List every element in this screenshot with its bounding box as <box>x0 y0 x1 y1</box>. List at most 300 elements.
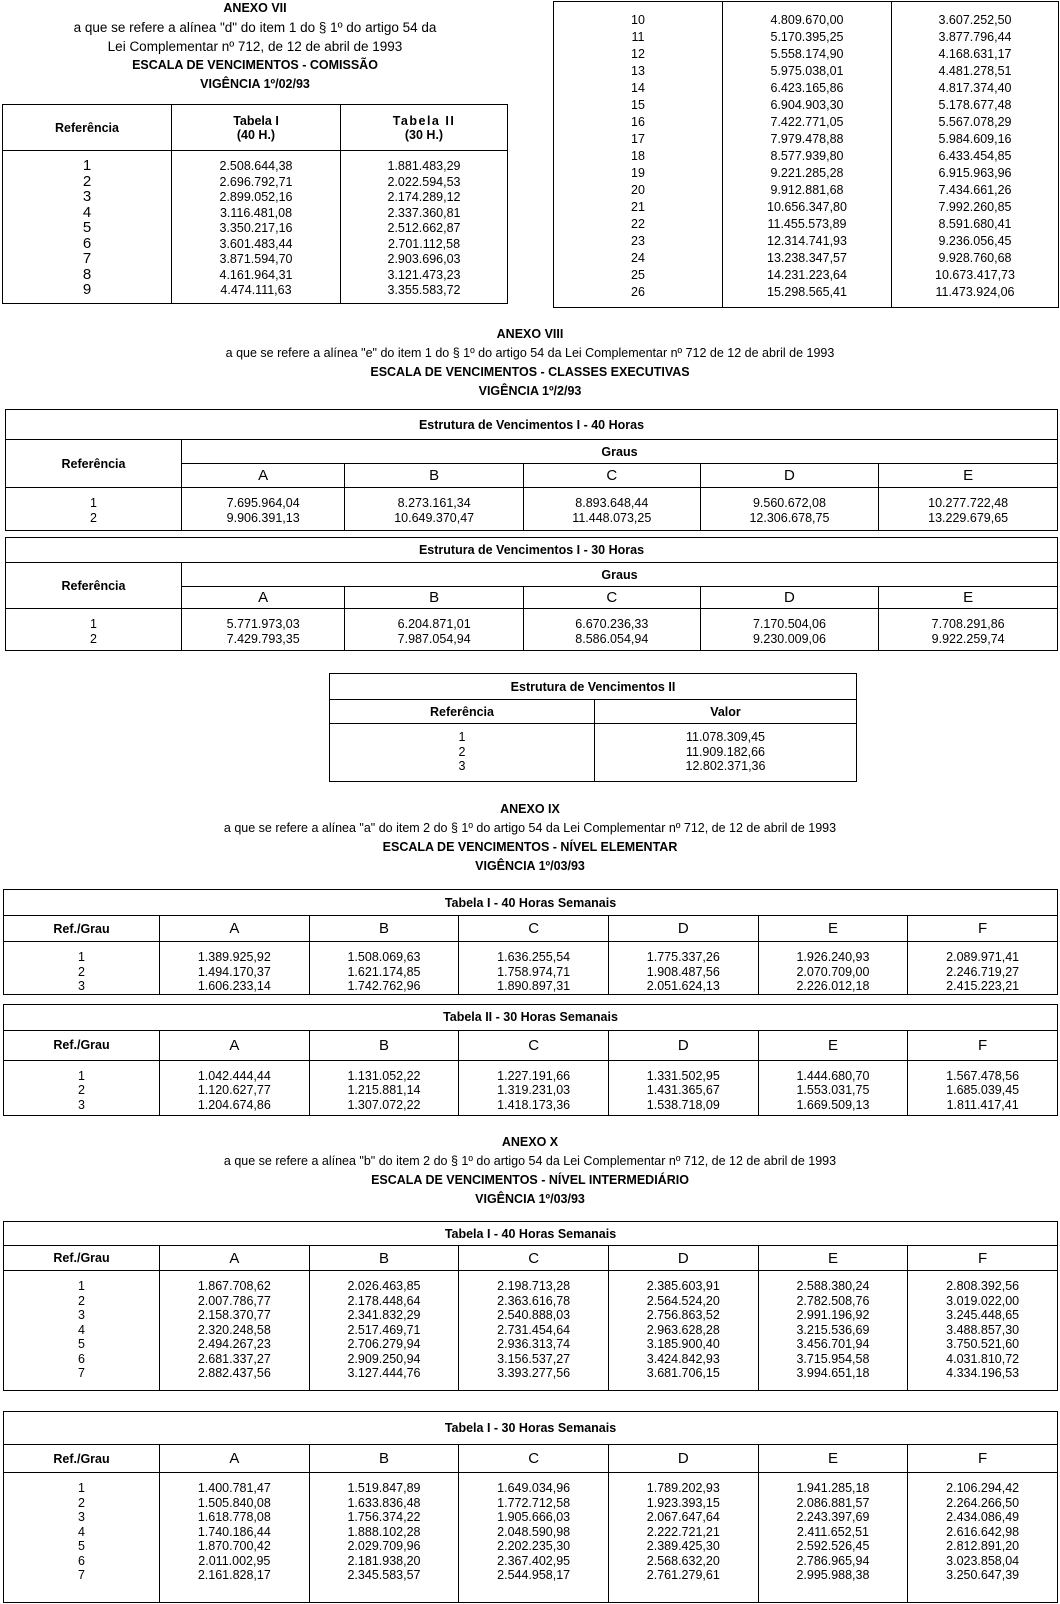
value-2: 1.923.393,15 <box>646 1495 720 1510</box>
value-3: 2.991.196,92 <box>796 1308 870 1322</box>
anexo7-right-t2-item-3: 4.168.631,17 <box>938 47 1012 61</box>
anexo10-t30-header-row <box>4 1445 1058 1473</box>
ref-3: 3 <box>78 1308 85 1322</box>
anexo8-t30-values-row-col-b <box>345 609 524 651</box>
value-2: 1.772.712,58 <box>497 1495 571 1510</box>
value-2: 2.782.508,76 <box>796 1293 870 1308</box>
anexo7-right-refs-item-3: 12 <box>631 47 645 61</box>
value-2: 2.178.448,64 <box>347 1293 421 1308</box>
grau-c-header: C <box>459 1246 609 1271</box>
value-1: 6.204.871,01 <box>397 617 471 631</box>
grau-c-header: C <box>524 464 701 488</box>
anexo9-t40-values-row-col-a <box>160 942 310 995</box>
anexo10-vigencia: VIGÊNCIA 1º/03/93 <box>475 1192 585 1206</box>
grau-b-header: B <box>309 1445 459 1473</box>
ref-3: 3 <box>78 1510 85 1524</box>
anexo7-right-t2-item-2: 3.877.796,44 <box>938 30 1012 44</box>
anexo8-t30-graus: Graus <box>182 563 1058 587</box>
value-2: 1.431.365,67 <box>646 1083 720 1097</box>
value-2: 1.621.174,85 <box>347 964 421 979</box>
value-1: 1.636.255,54 <box>497 950 571 964</box>
value-1: 9.560.672,08 <box>752 496 826 510</box>
value-6: 3.715.954,58 <box>796 1351 870 1366</box>
anexo7-left-t1 <box>172 151 341 304</box>
grau-f-header: F <box>908 1445 1058 1473</box>
value-1: 1.519.847,89 <box>347 1481 421 1495</box>
anexo9-t30-values-row-col-b <box>309 1060 459 1115</box>
value-1: 1.567.478,56 <box>946 1068 1020 1083</box>
anexo8-vigencia: VIGÊNCIA 1º/2/93 <box>478 384 582 398</box>
value-7: 2.882.437,56 <box>197 1366 271 1380</box>
grau-b-header: B <box>345 587 524 609</box>
anexo7-right-t2-item-4: 4.481.278,51 <box>938 64 1012 78</box>
value-7: 2.345.583,57 <box>347 1568 421 1582</box>
ref-2: 2 <box>78 1083 85 1097</box>
value-4: 2.411.652,51 <box>796 1524 869 1539</box>
anexo7-left-refs <box>3 151 172 304</box>
value-1: 1.444.680,70 <box>796 1068 870 1083</box>
value-1: 6.670.236,33 <box>575 617 649 631</box>
value-2: 9.230.009,06 <box>752 631 826 646</box>
anexo10-t30-values-row <box>4 1473 1058 1603</box>
anexo8-t2-title: Estrutura de Vencimentos II <box>330 674 857 700</box>
anexo7-left-t1-item-3: 2.899.052,16 <box>219 190 293 204</box>
value-3: 2.051.624,13 <box>646 979 720 993</box>
value-7: 2.161.828,17 <box>197 1568 271 1582</box>
value-5: 3.750.521,60 <box>946 1337 1020 1351</box>
grau-a-header: A <box>160 916 310 942</box>
anexo8-t30-referencia: Referência <box>6 563 182 609</box>
anexo7-right-refs-item-14: 23 <box>631 234 645 248</box>
ref-1: 1 <box>78 1481 85 1495</box>
anexo8-t30-values-row-col-c <box>524 609 701 651</box>
anexo7-left-refs-item-6: 6 <box>82 234 92 252</box>
anexo9-t40-title: Tabela I - 40 Horas Semanais <box>4 890 1058 916</box>
anexo9-vigencia: VIGÊNCIA 1º/03/93 <box>475 859 585 873</box>
anexo7-left-refs-item-2: 2 <box>82 172 92 190</box>
anexo8-t40-values-row <box>6 488 1058 531</box>
anexo7-right-refs-item-5: 14 <box>631 81 645 95</box>
value-4: 2.222.721,21 <box>646 1524 720 1539</box>
value-2: 7.429.793,35 <box>226 631 300 646</box>
anexo7-right-refs-item-10: 19 <box>631 166 645 180</box>
grau-c-header: C <box>459 1030 609 1060</box>
anexo9-t40-values-row-refs <box>4 942 160 995</box>
anexo7-right-t1-item-2: 5.170.395,25 <box>770 30 844 44</box>
ref-2: 2 <box>78 1293 85 1308</box>
anexo7-left-t1-item-6: 3.601.483,44 <box>219 236 293 251</box>
anexo7-right-t1-item-6: 6.904.903,30 <box>770 98 844 112</box>
value-6: 2.786.965,94 <box>796 1553 870 1568</box>
value-6: 2.681.337,27 <box>197 1351 271 1366</box>
ref-1: 1 <box>90 617 97 631</box>
anexo10-t30-values-row-col-c <box>459 1473 609 1603</box>
anexo10-t40-values-row-col-a <box>160 1271 310 1391</box>
value-3: 2.243.397,69 <box>796 1510 870 1524</box>
value-5: 3.456.701,94 <box>796 1337 870 1351</box>
col-header-tabela-i-hours: (40 H.) <box>236 127 276 142</box>
value-2: 2.564.524,20 <box>646 1293 720 1308</box>
anexo10-t40-values-row-col-f <box>908 1271 1058 1391</box>
anexo7-title: ANEXO VII <box>223 1 287 15</box>
ref-2: 2 <box>78 964 85 979</box>
grau-d-header: D <box>700 587 879 609</box>
ref-2: 2 <box>90 510 97 525</box>
ref-6: 6 <box>78 1553 85 1568</box>
value-1: 7.170.504,06 <box>752 617 826 631</box>
anexo8-t40-values-row-col-b <box>345 488 524 531</box>
anexo7-left-t2-item-5: 2.512.662,87 <box>387 221 461 235</box>
anexo7-left-t1-item-4: 3.116.481,08 <box>219 205 293 220</box>
grau-a-header: A <box>160 1445 310 1473</box>
value-6: 2.011.002,95 <box>198 1553 271 1568</box>
value-2: 1.505.840,08 <box>197 1495 271 1510</box>
value-2: 2.363.616,78 <box>497 1293 571 1308</box>
anexo7-right-t1-item-16: 14.231.223,64 <box>767 268 847 282</box>
anexo9-t40-values-row-col-f <box>908 942 1058 995</box>
value-6: 3.023.858,04 <box>946 1553 1020 1568</box>
value-6: 2.568.632,20 <box>646 1553 720 1568</box>
value-2: 8.586.054,94 <box>575 631 649 646</box>
value-2: 13.229.679,65 <box>928 510 1009 525</box>
anexo10-t30-values-row-col-d <box>608 1473 758 1603</box>
value-2: 1.633.836,48 <box>347 1495 421 1510</box>
anexo8-t40-title: Estrutura de Vencimentos I - 40 Horas <box>6 410 1058 440</box>
anexo7-left-t1-item-9: 4.474.111,63 <box>220 283 292 297</box>
value-3: 1.538.718,09 <box>646 1097 720 1112</box>
value-2: 1.553.031,75 <box>796 1083 870 1097</box>
value-3: 2.158.370,77 <box>197 1308 271 1322</box>
value-4: 3.488.857,30 <box>946 1322 1020 1337</box>
value-3: 1.756.374,22 <box>347 1510 421 1524</box>
ref-grau-header: Ref./Grau <box>4 1246 160 1271</box>
value-2: 1.319.231,03 <box>497 1083 571 1097</box>
grau-a-header: A <box>182 464 345 488</box>
anexo10-t40-values-row-col-c <box>459 1271 609 1391</box>
value-1: 1.042.444,44 <box>197 1068 271 1083</box>
anexo8-t30-values-row <box>6 609 1058 651</box>
anexo9-t40-header-row <box>4 916 1058 942</box>
anexo8-t2-refs-item-2: 2 <box>458 744 466 759</box>
value-3: 1.307.072,22 <box>347 1097 421 1112</box>
value-6: 2.367.402,95 <box>497 1553 571 1568</box>
ref-1: 1 <box>78 1068 85 1083</box>
anexo7-right-t1-item-17: 15.298.565,41 <box>767 285 847 299</box>
grau-c-header: C <box>459 1445 609 1473</box>
col-header-tabela-i <box>172 105 341 151</box>
value-2: 1.494.170,37 <box>197 964 271 979</box>
value-1: 5.771.973,03 <box>226 617 300 631</box>
anexo7-right-t1-item-9: 8.577.939,80 <box>770 149 844 163</box>
value-3: 2.226.012,18 <box>796 979 870 993</box>
value-5: 2.202.235,30 <box>497 1539 571 1553</box>
anexo7-right-t2-item-17: 11.473.924,06 <box>935 285 1015 299</box>
anexo7-right-t2-item-15: 9.928.760,68 <box>938 251 1012 265</box>
value-1: 1.131.052,22 <box>347 1068 421 1083</box>
anexo7-right-refs-item-8: 17 <box>631 132 645 146</box>
anexo8-title: ANEXO VIII <box>496 327 564 341</box>
anexo7-right-refs-item-7: 16 <box>631 115 645 129</box>
value-2: 3.019.022,00 <box>946 1293 1020 1308</box>
value-5: 2.494.267,23 <box>197 1337 271 1351</box>
value-4: 2.320.248,58 <box>197 1322 271 1337</box>
grau-f-header: F <box>908 916 1058 942</box>
value-6: 3.156.537,27 <box>497 1351 571 1366</box>
value-1: 1.400.781,47 <box>197 1481 271 1495</box>
col-header-tabela-ii <box>341 105 508 151</box>
anexo9-t30-values-row-refs <box>4 1060 160 1115</box>
anexo9-t30-values-row-col-a <box>160 1060 310 1115</box>
anexo7-right-t1-item-7: 7.422.771,05 <box>770 115 844 129</box>
anexo7-right-t2-item-14: 9.236.056,45 <box>938 234 1012 248</box>
anexo8-t40-values-row-col-c <box>524 488 701 531</box>
anexo8-subtitle: a que se refere a alínea "e" do item 1 do § 1º do artigo 54 da Lei Complementar nº 712 de 12 de abril de 1993 <box>225 346 835 360</box>
anexo7-right-refs-item-12: 21 <box>631 200 645 214</box>
anexo7-right-t1-item-8: 7.979.478,88 <box>770 132 844 146</box>
ref-3: 3 <box>78 979 85 993</box>
grau-d-header: D <box>608 916 758 942</box>
value-1: 1.867.708,62 <box>197 1279 271 1293</box>
ref-7: 7 <box>78 1366 85 1380</box>
anexo7-left-t2-item-3: 2.174.289,12 <box>387 190 461 204</box>
spacer-row <box>4 994 1058 1004</box>
anexo7-right-t2-item-10: 6.915.963,96 <box>938 166 1012 180</box>
anexo7-right-refs-item-1: 10 <box>631 13 645 27</box>
anexo8-t30-values-row-refs <box>6 609 182 651</box>
anexo7-right-t1-item-1: 4.809.670,00 <box>770 13 844 27</box>
anexo7-escala: ESCALA DE VENCIMENTOS - COMISSÃO <box>132 58 378 72</box>
anexo7-left-refs-item-7: 7 <box>82 250 92 267</box>
anexo10-t30-values-row-col-e <box>758 1473 908 1603</box>
anexo7-right-refs-item-17: 26 <box>631 285 645 299</box>
value-3: 3.245.448,65 <box>946 1308 1020 1322</box>
anexo7-right-t1-item-12: 10.656.347,80 <box>767 200 847 214</box>
grau-b-header: B <box>309 916 459 942</box>
value-3: 2.067.647,64 <box>646 1510 720 1524</box>
anexo7-left-t2-item-2: 2.022.594,53 <box>387 174 461 189</box>
anexo9-header <box>0 800 1060 876</box>
value-5: 3.185.900,40 <box>646 1337 720 1351</box>
anexo7-right-t1-item-4: 5.975.038,01 <box>770 64 844 78</box>
grau-e-header: E <box>758 1246 908 1271</box>
ref-1: 1 <box>78 950 85 964</box>
anexo7-right-t2-item-16: 10.673.417,73 <box>935 268 1015 282</box>
anexo7-table-left <box>2 104 508 304</box>
anexo7-left-refs-item-9: 9 <box>82 281 92 298</box>
anexo7-left-t2-item-1: 1.881.483,29 <box>387 159 461 173</box>
value-1: 7.695.964,04 <box>226 496 300 510</box>
grau-f-header: F <box>908 1246 1058 1271</box>
anexo7-right-t1 <box>723 2 892 308</box>
anexo8-t2-referencia: Referência <box>330 700 595 724</box>
grau-c-header: C <box>459 916 609 942</box>
anexo10-t40-header-row <box>4 1246 1058 1271</box>
value-3: 1.742.762,96 <box>347 979 421 993</box>
anexo10-t40-values-row-col-d <box>608 1271 758 1391</box>
value-1: 2.089.971,41 <box>946 950 1020 964</box>
value-2: 1.120.627,77 <box>197 1083 271 1097</box>
anexo7-right-t2-item-13: 8.591.680,41 <box>938 217 1012 231</box>
value-4: 2.731.454,64 <box>497 1322 571 1337</box>
grau-d-header: D <box>608 1030 758 1060</box>
ref-7: 7 <box>78 1568 85 1582</box>
value-4: 2.963.628,28 <box>646 1322 720 1337</box>
anexo7-right-refs-item-11: 20 <box>631 183 645 197</box>
anexo8-header <box>0 325 1060 401</box>
ref-1: 1 <box>90 496 97 510</box>
anexo9-t30-values-row-col-f <box>908 1060 1058 1115</box>
value-2: 1.758.974,71 <box>497 964 571 979</box>
ref-grau-header: Ref./Grau <box>4 1030 160 1060</box>
anexo7-left-t2-item-8: 3.121.473,23 <box>387 267 461 282</box>
anexo7-right-t1-item-10: 9.221.285,28 <box>770 166 844 180</box>
anexo9-t30-values-row-col-d <box>608 1060 758 1115</box>
value-1: 2.385.603,91 <box>646 1279 720 1293</box>
anexo10-t40-values-row-refs <box>4 1271 160 1391</box>
anexo7-right-refs-item-15: 24 <box>631 251 645 265</box>
anexo10-t40-values-row <box>4 1271 1058 1391</box>
anexo10-t40-title: Tabela I - 40 Horas Semanais <box>4 1222 1058 1246</box>
anexo7-right-t2-item-7: 5.567.078,29 <box>938 115 1012 129</box>
anexo7-right-t1-item-5: 6.423.165,86 <box>770 81 844 95</box>
anexo7-right-refs-item-2: 11 <box>631 30 645 44</box>
anexo7-right-t2 <box>892 2 1059 308</box>
value-3: 1.606.233,14 <box>197 979 271 993</box>
ref-4: 4 <box>78 1524 85 1539</box>
anexo8-t2-values-item-1: 11.078.309,45 <box>685 730 765 744</box>
anexo7-left-t1-item-2: 2.696.792,71 <box>219 174 293 189</box>
anexo7-left-refs-item-3: 3 <box>82 188 92 205</box>
ref-2: 2 <box>90 631 97 646</box>
anexo7-subtitle-1: a que se refere a alínea "d" do item 1 do § 1º do artigo 54 da <box>73 20 437 35</box>
grau-e-header: E <box>758 1445 908 1473</box>
grau-d-header: D <box>608 1246 758 1271</box>
value-2: 12.306.678,75 <box>749 510 830 525</box>
value-3: 1.905.666,03 <box>497 1510 571 1524</box>
value-2: 2.264.266,50 <box>946 1495 1020 1510</box>
value-5: 2.592.526,45 <box>796 1539 870 1553</box>
anexo9-escala: ESCALA DE VENCIMENTOS - NÍVEL ELEMENTAR <box>382 840 678 854</box>
anexo9-t30-values-row <box>4 1060 1058 1115</box>
anexo8-t2-refs-item-3: 3 <box>458 759 466 773</box>
value-2: 1.215.881,14 <box>347 1083 421 1097</box>
value-3: 1.669.509,13 <box>796 1097 870 1112</box>
value-7: 3.994.651,18 <box>796 1366 870 1380</box>
anexo10-subtitle: a que se refere a alínea "b" do item 2 do § 1º do artigo 54 da Lei Complementar nº 712, de 12 de abril de 1993 <box>223 1154 837 1168</box>
ref-6: 6 <box>78 1351 85 1366</box>
value-7: 2.761.279,61 <box>646 1568 720 1582</box>
anexo7-left-t1-item-1: 2.508.644,38 <box>219 159 293 173</box>
anexo7-left-refs-item-4: 4 <box>82 203 92 221</box>
anexo8-t30-values-row-col-d <box>700 609 879 651</box>
value-5: 2.936.313,74 <box>497 1337 571 1351</box>
value-4: 2.048.590,98 <box>497 1524 571 1539</box>
anexo8-t30-title: Estrutura de Vencimentos I - 30 Horas <box>6 538 1058 563</box>
value-3: 1.418.173,36 <box>497 1097 571 1112</box>
anexo8-t40-referencia: Referência <box>6 440 182 488</box>
ref-grau-header: Ref./Grau <box>4 916 160 942</box>
value-1: 1.649.034,96 <box>497 1481 571 1495</box>
anexo7-right-t2-item-12: 7.992.260,85 <box>938 200 1012 214</box>
value-3: 1.890.897,31 <box>497 979 571 993</box>
value-1: 1.789.202,93 <box>646 1481 720 1495</box>
ref-5: 5 <box>78 1337 85 1351</box>
grau-e-header: E <box>879 464 1058 488</box>
grau-e-header: E <box>758 1030 908 1060</box>
grau-e-header: E <box>879 587 1058 609</box>
anexo7-left-t1-item-5: 3.350.217,16 <box>219 221 293 235</box>
grau-a-header: A <box>160 1030 310 1060</box>
anexo7-left-t2-item-6: 2.701.112,58 <box>387 236 461 251</box>
value-4: 1.740.186,44 <box>197 1524 271 1539</box>
anexo7-right-refs <box>554 2 723 308</box>
anexo7-right-t1-item-14: 12.314.741,93 <box>767 234 847 248</box>
value-4: 1.888.102,28 <box>347 1524 421 1539</box>
anexo7-subtitle-2: Lei Complementar nº 712, de 12 de abril de 1993 <box>107 39 403 54</box>
value-2: 1.908.487,56 <box>646 964 720 979</box>
value-1: 1.331.502,95 <box>646 1068 720 1083</box>
ref-grau-header: Ref./Grau <box>4 1445 160 1473</box>
value-2: 9.922.259,74 <box>931 631 1005 646</box>
value-2: 2.086.881,57 <box>796 1495 870 1510</box>
anexo7-right-t2-item-8: 5.984.609,16 <box>938 132 1012 146</box>
value-6: 3.424.842,93 <box>646 1351 720 1366</box>
anexo10-t40-values-row-col-e <box>758 1271 908 1391</box>
ref-4: 4 <box>78 1322 85 1337</box>
anexo7-vigencia: VIGÊNCIA 1º/02/93 <box>200 77 310 91</box>
anexo7-right-refs-item-9: 18 <box>631 149 645 163</box>
anexo7-table-right <box>553 1 1059 308</box>
col-header-tabela-ii-hours: (30 H.) <box>404 127 444 142</box>
value-7: 3.250.647,39 <box>946 1568 1020 1582</box>
anexo7-left-t2-item-7: 2.903.696,03 <box>387 252 461 266</box>
anexo9-subtitle: a que se refere a alínea "a" do item 2 do § 1º do artigo 54 da Lei Complementar nº 712, de 12 de abril de 1993 <box>223 821 837 835</box>
value-3: 2.341.832,29 <box>347 1308 421 1322</box>
value-2: 1.685.039,45 <box>946 1083 1020 1097</box>
anexo10-header <box>0 1133 1060 1209</box>
anexo8-t2-values <box>595 724 857 782</box>
anexo8-t2-refs <box>330 724 595 782</box>
anexo7-left-t2-item-9: 3.355.583,72 <box>387 283 461 297</box>
value-7: 3.127.444,76 <box>347 1366 421 1380</box>
anexo10-t30-values-row-col-b <box>309 1473 459 1603</box>
value-5: 1.870.700,42 <box>197 1539 271 1553</box>
value-1: 7.708.291,86 <box>931 617 1005 631</box>
anexo7-left-refs-item-1: 1 <box>82 157 92 174</box>
anexo9-t30-values-row-col-c <box>459 1060 609 1115</box>
value-1: 8.273.161,34 <box>397 496 471 510</box>
anexo9-t30-values-row-col-e <box>758 1060 908 1115</box>
anexo10-title: ANEXO X <box>501 1135 559 1149</box>
value-3: 2.540.888,03 <box>497 1308 571 1322</box>
anexo9-t40-values-row-col-b <box>309 942 459 995</box>
anexo8-table-main <box>5 409 1058 651</box>
value-1: 1.389.925,92 <box>197 950 271 964</box>
value-5: 2.706.279,94 <box>347 1337 421 1351</box>
value-3: 2.756.863,52 <box>646 1308 720 1322</box>
ref-5: 5 <box>78 1539 85 1553</box>
value-7: 3.681.706,15 <box>646 1366 720 1380</box>
value-7: 2.544.958,17 <box>497 1568 571 1582</box>
value-1: 1.227.191,66 <box>497 1068 571 1083</box>
value-7: 3.393.277,56 <box>497 1366 571 1380</box>
value-4: 2.616.642,98 <box>946 1524 1020 1539</box>
value-1: 2.808.392,56 <box>946 1279 1020 1293</box>
value-1: 1.926.240,93 <box>796 950 870 964</box>
value-6: 4.031.810,72 <box>946 1351 1020 1366</box>
anexo7-right-t2-item-9: 6.433.454,85 <box>938 149 1012 163</box>
anexo8-t40-values-row-col-e <box>879 488 1058 531</box>
